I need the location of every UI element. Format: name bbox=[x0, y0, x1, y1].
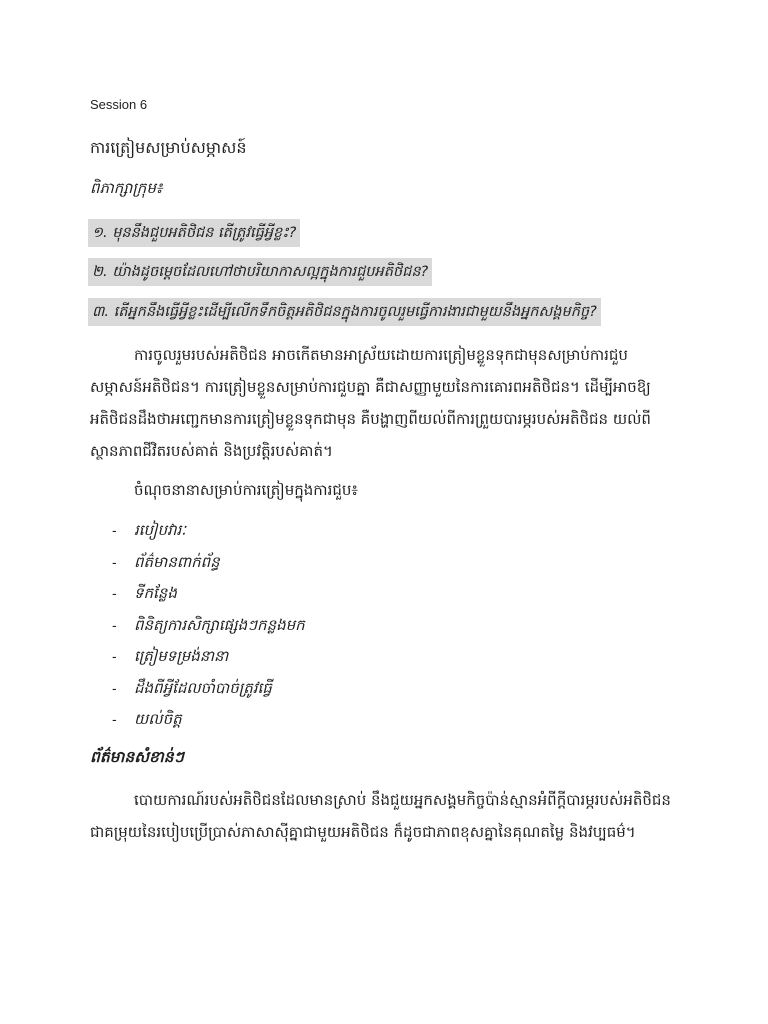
list-item-text: យល់ចិត្ត bbox=[134, 710, 182, 729]
bullet-marker: - bbox=[112, 648, 117, 665]
list-item-text: ទីកន្លែង bbox=[134, 584, 177, 603]
bullet-marker: - bbox=[112, 679, 117, 696]
bullet-marker: - bbox=[112, 711, 117, 728]
discussion-question-2: ២. យ៉ាងដូចម្តេចដែលហៅថាបរិយាកាសល្អក្នុងការជួបអតិថិជន? bbox=[88, 258, 432, 286]
list-item bbox=[112, 515, 305, 547]
list-item-text: ព័ត៌មានពាក់ព័ន្ធ bbox=[134, 552, 220, 571]
bullet-marker: - bbox=[112, 585, 117, 602]
list-item-text: ដឹងពីអ្វីដែលចាំបាច់ត្រូវធ្វើ bbox=[134, 678, 272, 697]
list-item bbox=[112, 547, 305, 579]
points-intro: ចំណុចនានាសម្រាប់ការត្រៀមក្នុងការជួប៖ bbox=[134, 481, 358, 499]
list-item-text: ពិនិត្យការសិក្សាផ្សេងៗកន្លងមក bbox=[134, 615, 305, 634]
discussion-question-1: ១. មុននឹងជួបអតិថិជន តើត្រូវធ្វើអ្វីខ្លះ? bbox=[88, 219, 300, 247]
list-item bbox=[112, 641, 305, 673]
list-item bbox=[112, 704, 305, 736]
session-label: Session 6 bbox=[90, 97, 148, 112]
list-item-text: របៀបវារៈ bbox=[134, 521, 186, 540]
intro-paragraph: ការចូលរួមរបស់អតិថិជន អាចកើតមានអាស្រ័យដោយការត្រៀមខ្លួនទុកជាមុនសម្រាប់ការជួបសម្ភាសន៍អតិថិជន។ ការត្រៀមខ្លួនសម្រាប់ការជួបគ្នា គឺជាសញ្ញាមួយនៃការគោរពអតិថិជន។ ដើម្បីអាចឱ្យអតិថិជនដឹងថាអញ្ជេកមានការត្រៀមខ្លួនទុកជាមុន គឺបង្ហាញពីយល់ពីការព្រួយបារម្ភរបស់អតិថិជន យល់ពីស្ថានភាពជីវិតរបស់គាត់ និងប្រវត្តិរបស់គាត់។ bbox=[90, 346, 651, 460]
bullet-marker: - bbox=[112, 522, 117, 539]
list-item bbox=[112, 610, 305, 642]
list-item bbox=[112, 578, 305, 610]
bullet-marker: - bbox=[112, 553, 117, 570]
preparation-list bbox=[112, 515, 305, 736]
information-paragraph: បោយការណ៍របស់អតិថិជនដែលមានស្រាប់ នឹងជួយអ្នកសង្គមកិច្ចប៉ាន់ស្មានអំពីក្តីបារម្ភរបស់អតិថិជន ជាគម្រុយនៃរបៀបប្រើប្រាស់ភាសាស៊ីគ្នាជាមួយអតិថិជន ក៏ដូចជាភាពខុសគ្នានៃគុណតម្លៃ និងវប្បធម៌។ bbox=[90, 791, 671, 841]
list-item bbox=[112, 673, 305, 705]
bullet-marker: - bbox=[112, 616, 117, 633]
group-discussion-label: ពិភាក្សាក្រុម៖ bbox=[90, 179, 163, 197]
discussion-question-3: ៣. តើអ្នកនឹងធ្វើអ្វីខ្លះដើម្បីលើកទឹកចិត្តអតិថិជនក្នុងការចូលរួមធ្វើការងារជាមួយនឹងអ្នកសង្គមកិច្ច? bbox=[88, 298, 601, 326]
list-item-text: ត្រៀមទម្រង់នានា bbox=[134, 647, 229, 666]
document-title: ការត្រៀមសម្រាប់សម្ភាសន៍ bbox=[90, 138, 247, 157]
section-heading: ព័ត៌មានសំខាន់ៗ bbox=[90, 748, 184, 766]
